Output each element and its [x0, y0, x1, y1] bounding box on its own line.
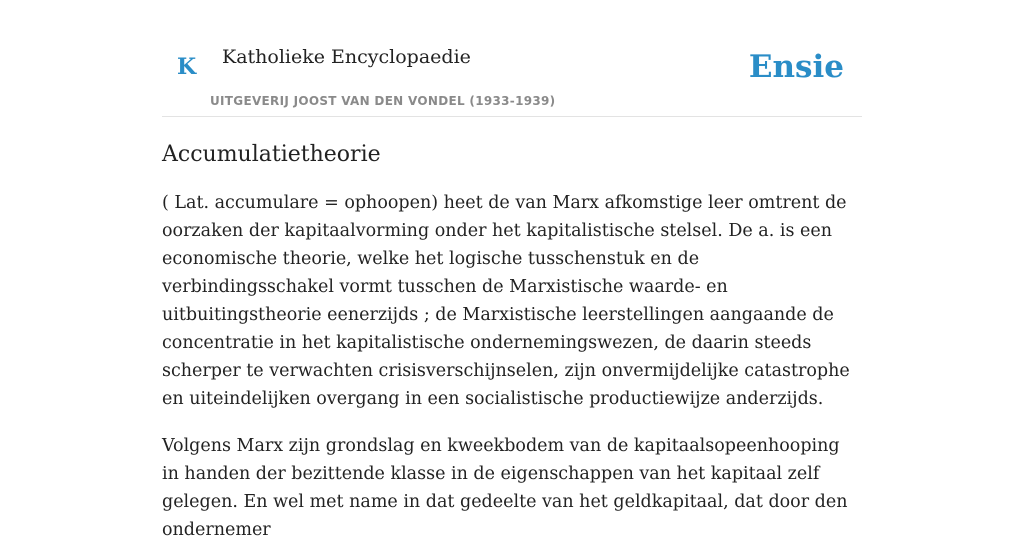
ensie-brand-logo[interactable]: Ensie	[748, 49, 844, 85]
document-page	[162, 0, 862, 544]
encyclopedia-title[interactable]: Katholieke Encyclopaedie	[222, 46, 471, 68]
article-paragraph-2: Volgens Marx zijn grondslag en kweekbodem van de kapitaalsopeenhooping in handen der bezittende klasse in de eigenschappen van het kapitaal zelf gelegen. En wel met name in dat gedeelte van het geldkapitaal, dat door den ondernemer	[162, 435, 848, 540]
article-paragraph-1: ( Lat. accumulare = ophoopen) heet de van Marx afkomstige leer omtrent de oorzaken der kapitaalvorming onder het kapitalistische stelsel. De a. is een economische theorie, welke het logische tusschenstuk en de verbindingsschakel vormt tusschen de Marxistische waarde- en uitbuitingstheorie eenerzijds ; de Marxistische leerstellingen aangaande de concentratie in het kapitalistische ondernemingswezen, de daarin steeds scherper te verwachten crisisverschijnselen, zijn onvermijdelijke catastrophe en uiteindelijken overgang in een socialistische productiewijze anderzijds.	[162, 192, 850, 409]
article-title: Accumulatietheorie	[162, 142, 381, 167]
encyclopedia-logo-icon[interactable]: K	[177, 54, 197, 80]
site-header	[162, 0, 862, 117]
publisher-label: UITGEVERIJ JOOST VAN DEN VONDEL (1933-1939)	[210, 94, 556, 108]
